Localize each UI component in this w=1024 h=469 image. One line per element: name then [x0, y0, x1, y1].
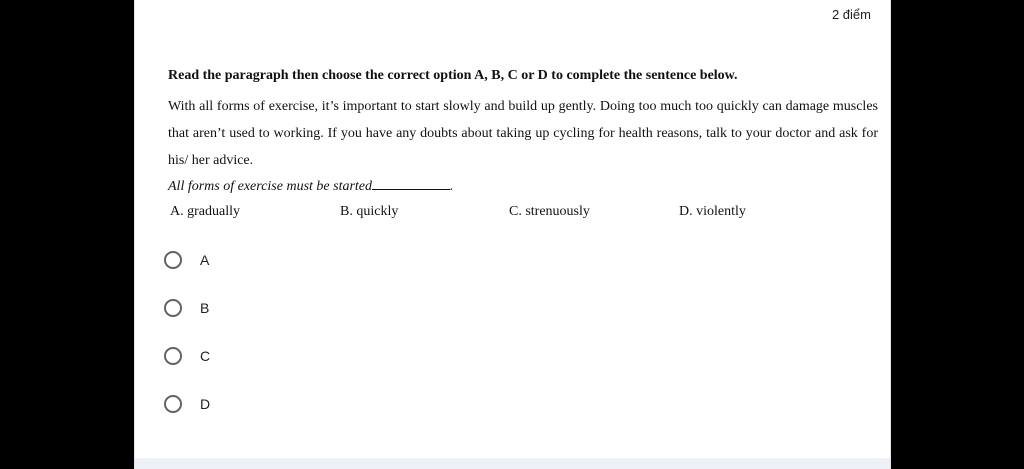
radio-button-icon[interactable]	[164, 347, 182, 365]
card-footer-strip	[135, 458, 890, 469]
answer-blank	[372, 177, 450, 190]
radio-label: A	[200, 252, 210, 268]
answer-radio-group	[164, 248, 210, 440]
radio-button-icon[interactable]	[164, 251, 182, 269]
option-a-text: A. gradually	[170, 204, 240, 219]
radio-label: B	[200, 300, 210, 316]
question-card	[134, 0, 891, 469]
radio-option-b[interactable]	[164, 296, 210, 344]
question-image	[168, 66, 878, 228]
prompt-text: All forms of exercise must be started	[168, 179, 373, 194]
sentence-prompt	[168, 174, 878, 200]
radio-button-icon[interactable]	[164, 395, 182, 413]
option-d-text: D. violently	[679, 204, 746, 219]
options-row	[168, 200, 878, 228]
radio-label: D	[200, 396, 211, 412]
radio-option-a[interactable]	[164, 248, 210, 296]
option-c-text: C. strenuously	[509, 204, 590, 219]
radio-label: C	[200, 348, 211, 364]
reading-paragraph: With all forms of exercise, it’s important to start slowly and build up gently. Doing too much too quickly can damage muscles that aren’t used to working. If you have any doubts about taking up cycling for health reasons, talk to your doctor and ask for his/ her advice.	[168, 99, 878, 168]
option-b-text: B. quickly	[340, 204, 399, 219]
radio-option-c[interactable]	[164, 344, 210, 392]
radio-button-icon[interactable]	[164, 299, 182, 317]
question-instruction: Read the paragraph then choose the correct option A, B, C or D to complete the sentence below.	[168, 68, 738, 83]
points-label: 2 điểm	[831, 7, 871, 22]
radio-option-d[interactable]	[164, 392, 210, 440]
prompt-end: .	[450, 179, 454, 194]
